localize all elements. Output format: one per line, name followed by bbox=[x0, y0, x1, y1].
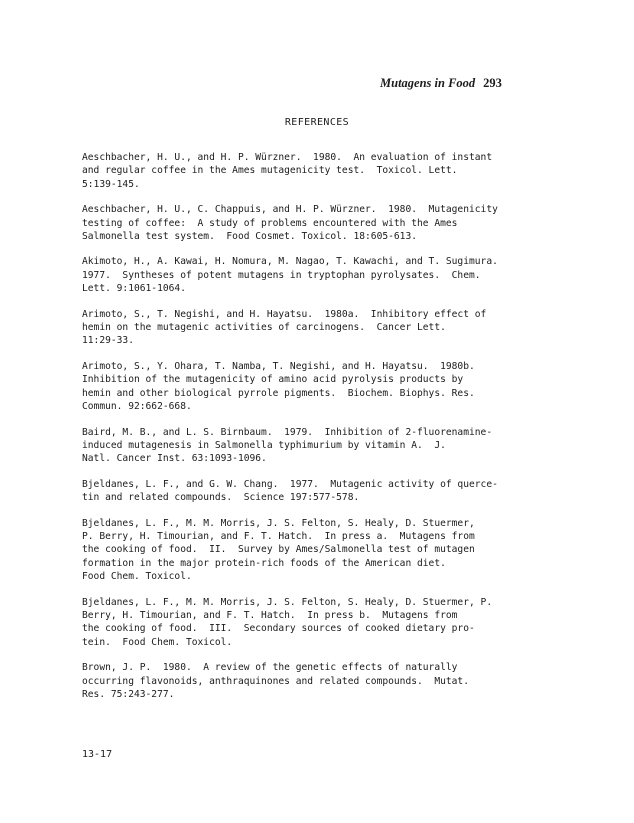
reference-line: the cooking of food. III. Secondary sources of cooked dietary pro- bbox=[82, 623, 475, 635]
reference-line: Lett. 9:1061-1064. bbox=[82, 283, 186, 295]
reference-line: Arimoto, S., T. Negishi, and H. Hayatsu. 1980a. Inhibitory effect of bbox=[82, 308, 487, 320]
reference-line: Arimoto, S., Y. Ohara, T. Namba, T. Negishi, and H. Hayatsu. 1980b. bbox=[82, 360, 475, 372]
reference-line: Berry, H. Timourian, and F. T. Hatch. In press b. Mutagens from bbox=[82, 609, 458, 621]
running-head-title: Mutagens in Food bbox=[380, 76, 476, 90]
reference-item bbox=[82, 478, 512, 505]
reference-line: Brown, J. P. 1980. A review of the genetic effects of naturally bbox=[82, 662, 458, 674]
reference-line: Baird, M. B., and L. S. Birnbaum. 1979. Inhibition of 2-fluorenamine- bbox=[82, 426, 493, 438]
running-head bbox=[380, 76, 510, 91]
reference-item bbox=[82, 426, 512, 466]
section-heading: REFERENCES bbox=[284, 117, 350, 128]
reference-line: Salmonella test system. Food Cosmet. Toxicol. 18:605-613. bbox=[82, 231, 418, 243]
reference-line: Bjeldanes, L. F., M. M. Morris, J. S. Felton, S. Healy, D. Stuermer, bbox=[82, 517, 475, 529]
reference-line: Food Chem. Toxicol. bbox=[82, 571, 192, 583]
reference-line: testing of coffee: A study of problems encountered with the Ames bbox=[82, 217, 458, 229]
reference-line: Natl. Cancer Inst. 63:1093-1096. bbox=[82, 453, 267, 465]
reference-line: P. Berry, H. Timourian, and F. T. Hatch. In press a. Mutagens from bbox=[82, 530, 475, 542]
page-number: 293 bbox=[483, 76, 502, 90]
reference-list bbox=[82, 151, 512, 713]
reference-line: Res. 75:243-277. bbox=[82, 689, 175, 700]
reference-item bbox=[82, 661, 512, 701]
reference-line: Aeschbacher, H. U., C. Chappuis, and H. P. Würzner. 1980. Mutagenicity bbox=[82, 204, 498, 216]
reference-line: 5:139-145. bbox=[82, 178, 140, 190]
reference-line: hemin and other biological pyrrole pigments. Biochem. Biophys. Res. bbox=[82, 387, 475, 399]
reference-item bbox=[82, 151, 512, 191]
reference-line: the cooking of food. II. Survey by Ames/Salmonella test of mutagen bbox=[82, 544, 475, 556]
reference-item bbox=[82, 360, 512, 414]
reference-line: tein. Food Chem. Toxicol. bbox=[82, 636, 233, 648]
page-code: 13-17 bbox=[82, 749, 113, 760]
reference-line: hemin on the mutagenic activities of carcinogens. Cancer Lett. bbox=[82, 322, 446, 334]
reference-line: Inhibition of the mutagenicity of amino acid pyrolysis products by bbox=[82, 374, 464, 386]
reference-item bbox=[82, 517, 512, 584]
reference-line: Akimoto, H., A. Kawai, H. Nomura, M. Nagao, T. Kawachi, and T. Sugimura. bbox=[82, 256, 498, 268]
reference-item bbox=[82, 255, 512, 295]
reference-line: induced mutagenesis in Salmonella typhimurium by vitamin A. J. bbox=[82, 439, 446, 451]
reference-line: formation in the major protein-rich foods of the American diet. bbox=[82, 557, 446, 569]
reference-line: Bjeldanes, L. F., M. M. Morris, J. S. Felton, S. Healy, D. Stuermer, P. bbox=[82, 596, 493, 608]
reference-line: Bjeldanes, L. F., and G. W. Chang. 1977. Mutagenic activity of querce- bbox=[82, 478, 498, 490]
reference-line: tin and related compounds. Science 197:577-578. bbox=[82, 492, 360, 504]
reference-item bbox=[82, 596, 512, 650]
reference-item bbox=[82, 203, 512, 243]
reference-line: and regular coffee in the Ames mutagenicity test. Toxicol. Lett. bbox=[82, 165, 458, 177]
reference-line: occurring flavonoids, anthraquinones and related compounds. Mutat. bbox=[82, 675, 469, 687]
reference-line: Aeschbacher, H. U., and H. P. Würzner. 1980. An evaluation of instant bbox=[82, 152, 493, 163]
reference-line: Commun. 92:662-668. bbox=[82, 401, 192, 413]
reference-item bbox=[82, 308, 512, 348]
reference-line: 11:29-33. bbox=[82, 335, 134, 347]
reference-line: 1977. Syntheses of potent mutagens in tryptophan pyrolysates. Chem. bbox=[82, 269, 481, 281]
